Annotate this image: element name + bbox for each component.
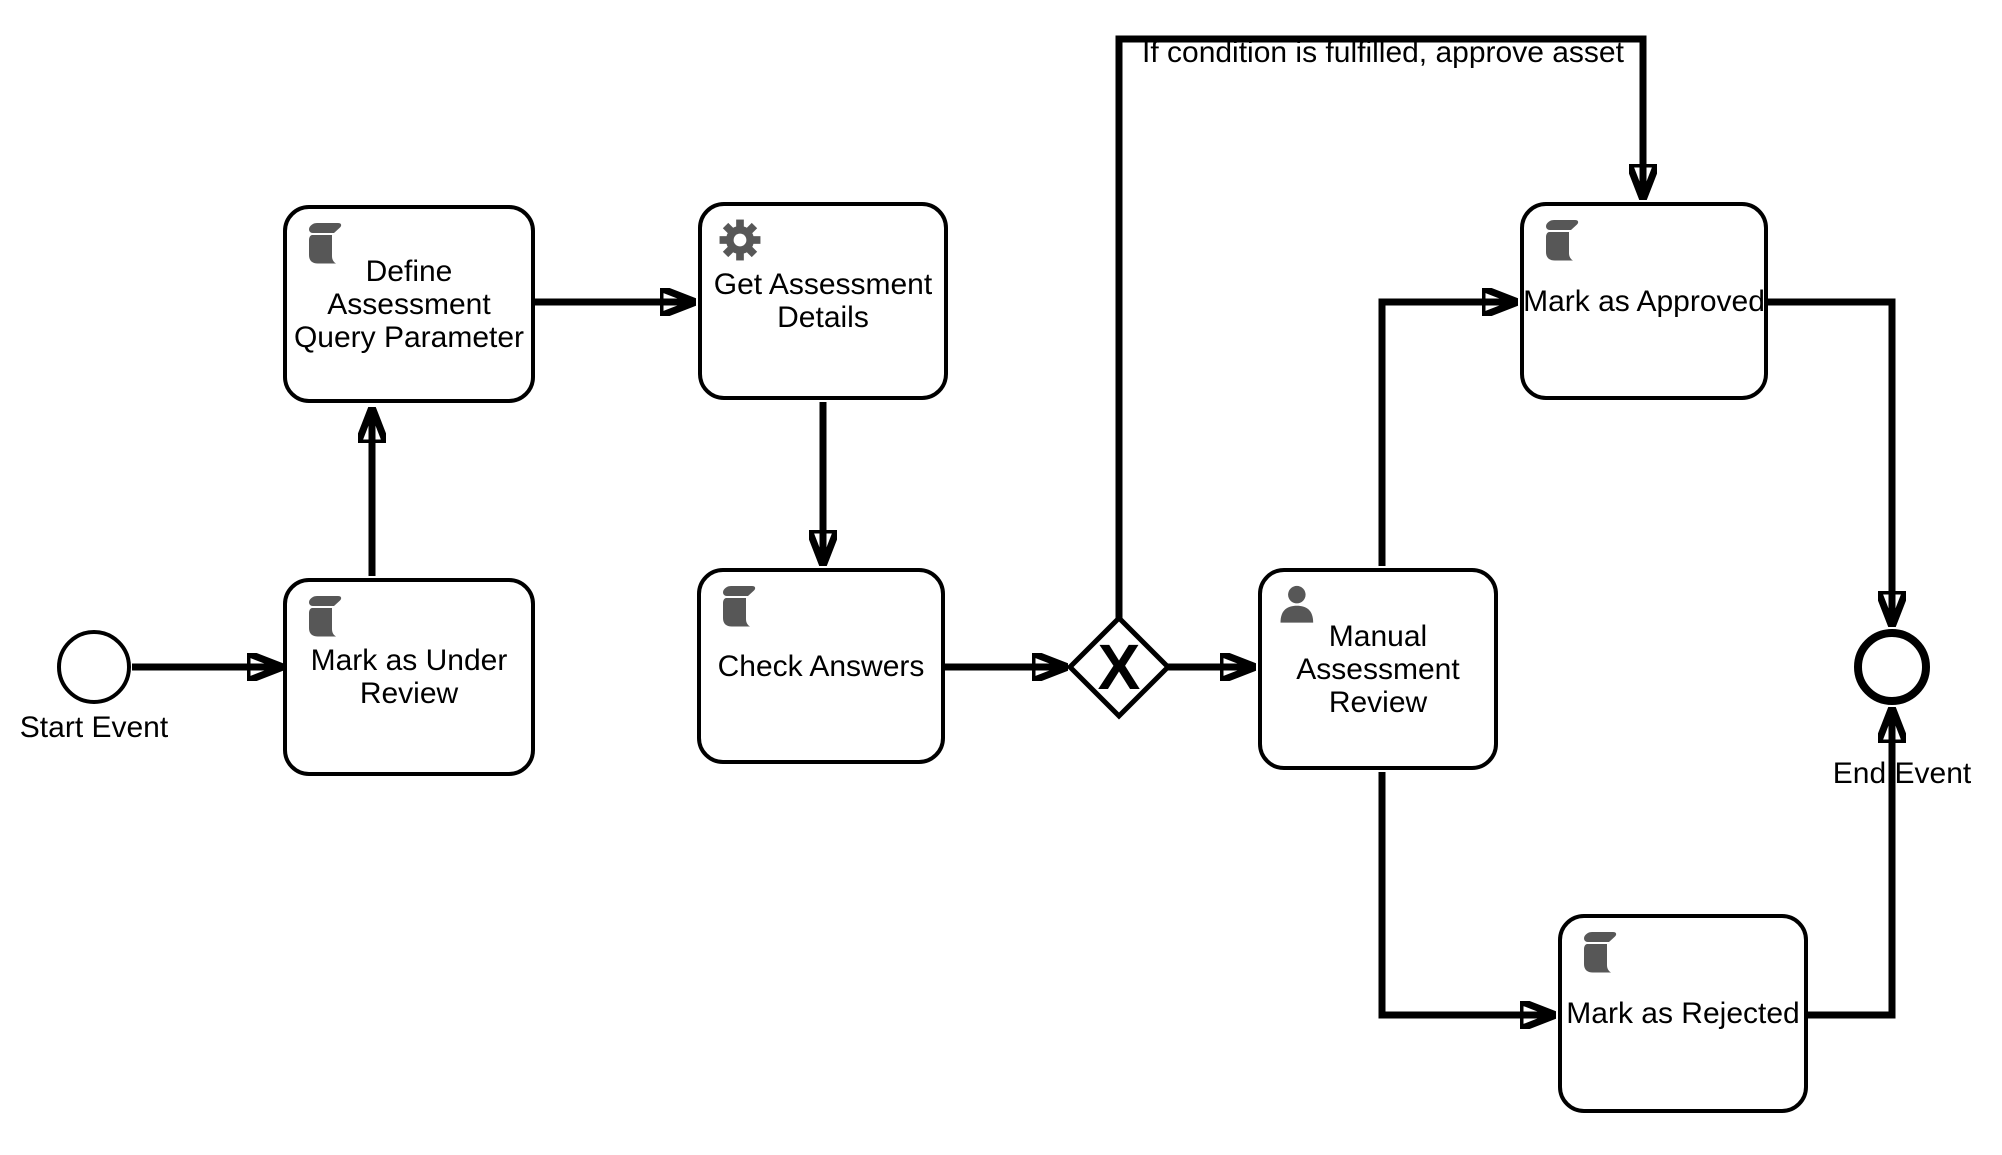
end-event[interactable] [1854, 629, 1930, 705]
start-event[interactable] [57, 630, 131, 704]
flow-rejected-to-end [1808, 709, 1892, 1015]
script-icon [1577, 929, 1621, 975]
exclusive-gateway-x-marker[interactable]: X [1097, 631, 1141, 703]
start-event-label: Start Event [19, 711, 169, 744]
script-icon [302, 220, 346, 266]
task-label: Define Assessment Query Parameter [293, 254, 525, 354]
end-event-label: End Event [1832, 757, 1972, 790]
task-label: Manual Assessment Review [1296, 619, 1460, 719]
task-mark-as-under-review[interactable] [283, 578, 535, 776]
task-label: Mark as Approved [1523, 284, 1765, 318]
script-icon [716, 583, 760, 629]
task-define-assessment-query-parameter[interactable] [283, 205, 535, 403]
user-icon [1277, 583, 1319, 625]
task-check-answers[interactable] [697, 568, 945, 764]
gear-icon [717, 217, 763, 263]
task-mark-as-rejected[interactable] [1558, 914, 1808, 1113]
task-get-assessment-details[interactable] [698, 202, 948, 400]
task-label: Mark as Under Review [310, 644, 508, 710]
task-label: Check Answers [717, 649, 925, 683]
script-icon [1539, 217, 1583, 263]
flow-manual-review-to-rejected [1382, 772, 1554, 1015]
task-label: Get Assessment Details [713, 268, 933, 334]
flow-approved-to-end [1768, 302, 1892, 625]
flow-condition-label: If condition is fulfilled, approve asset [1142, 36, 1624, 69]
task-manual-assessment-review[interactable] [1258, 568, 1498, 770]
script-icon [302, 593, 346, 639]
task-mark-as-approved[interactable] [1520, 202, 1768, 400]
flow-manual-review-to-approved [1382, 302, 1516, 566]
task-label: Mark as Rejected [1566, 997, 1800, 1030]
